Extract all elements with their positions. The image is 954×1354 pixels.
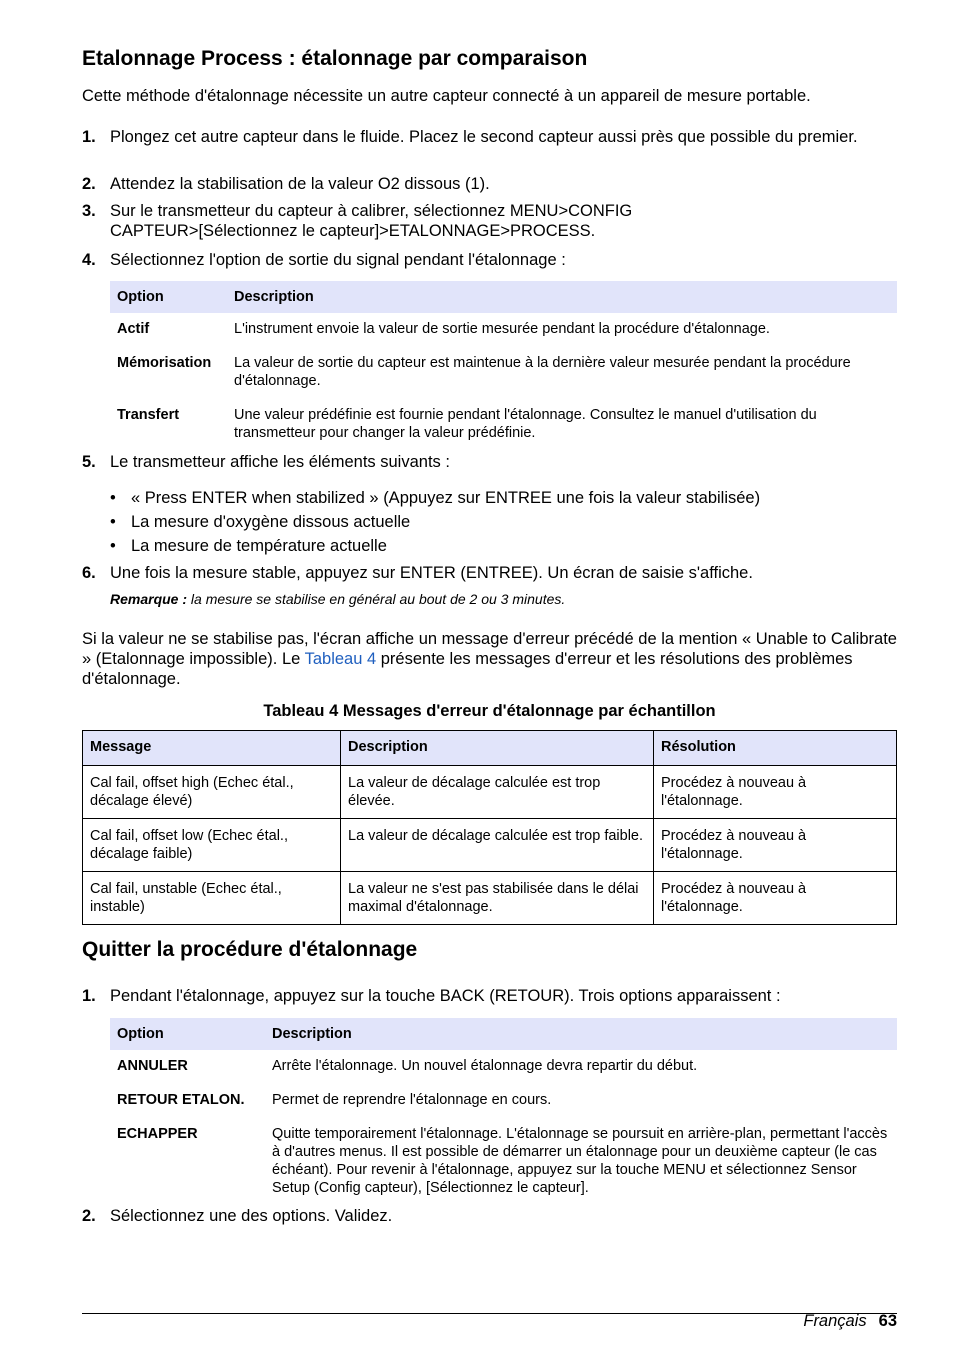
paragraph-text: présente les messages d'erreur et les résolutions des problèmes d'étalonnage.	[82, 650, 853, 688]
step-number: 1.	[82, 128, 96, 146]
table-4-link[interactable]: Tableau 4	[304, 650, 377, 668]
error-message: Cal fail, offset high (Echec étal., décalage élevé)	[83, 766, 341, 819]
page-footer	[803, 1312, 897, 1331]
step-text: Sélectionnez une des options. Validez.	[110, 1207, 393, 1225]
header-description: Description	[265, 1018, 897, 1050]
step-text: Le transmetteur affiche les éléments suivants :	[110, 453, 450, 471]
step-text: Une fois la mesure stable, appuyez sur ENTER (ENTREE). Un écran de saisie s'affiche.	[110, 564, 753, 582]
header-description: Description	[341, 731, 654, 766]
table-caption: Tableau 4 Messages d'erreur d'étalonnage par échantillon	[263, 702, 716, 720]
error-messages-table	[82, 730, 897, 925]
step-number: 6.	[82, 564, 96, 582]
error-description: La valeur de décalage calculée est trop faible.	[341, 819, 654, 872]
option-description: Arrête l'étalonnage. Un nouvel étalonnage devra repartir du début.	[272, 1058, 698, 1074]
step-number: 3.	[82, 202, 96, 220]
option-name: Mémorisation	[117, 355, 212, 371]
error-description: La valeur de décalage calculée est trop élevée.	[341, 766, 654, 819]
step-5	[82, 452, 897, 472]
table-row	[110, 1050, 897, 1084]
option-description: Une valeur prédéfinie est fournie pendant l'étalonnage. Consultez le manuel d'utilisation du transmetteur pour changer la valeur prédéfinie.	[234, 407, 817, 441]
header-resolution: Résolution	[654, 731, 897, 766]
error-message: Cal fail, offset low (Echec étal., décalage faible)	[83, 819, 341, 872]
step-4	[82, 250, 897, 270]
intro-paragraph: Cette méthode d'étalonnage nécessite un autre capteur connecté à un appareil de mesure portable.	[82, 87, 811, 105]
step-text: Plongez cet autre capteur dans le fluide. Placez le second capteur aussi près que possible du premier.	[110, 128, 858, 146]
paragraph-text: Si la valeur ne se stabilise pas, l'écran affiche un message d'erreur précédé de la mention « Unable to Calibrate » (Etalonnage impossible). Le	[82, 630, 897, 668]
list-item	[110, 512, 410, 532]
header-message: Message	[83, 731, 341, 766]
table-row	[110, 399, 897, 451]
step-3	[82, 201, 722, 241]
option-name: Actif	[117, 321, 150, 337]
error-message: Cal fail, unstable (Echec étal., instable)	[83, 872, 341, 925]
table-row	[110, 347, 897, 399]
step-text: Pendant l'étalonnage, appuyez sur la touche BACK (RETOUR). Trois options apparaissent :	[110, 987, 781, 1005]
table-header-row	[110, 1018, 897, 1050]
bullet-icon: •	[110, 489, 116, 507]
footer-divider	[82, 1313, 897, 1314]
step-number: 2.	[82, 1207, 96, 1225]
bullet-text: La mesure de température actuelle	[131, 537, 387, 555]
error-description: La valeur ne s'est pas stabilisée dans le délai maximal d'étalonnage.	[341, 872, 654, 925]
step-text: Attendez la stabilisation de la valeur O2 dissous (1).	[110, 175, 490, 193]
table-row	[83, 766, 897, 819]
error-intro-paragraph	[82, 629, 897, 689]
step-text: Sélectionnez l'option de sortie du signal pendant l'étalonnage :	[110, 251, 566, 269]
bullet-icon: •	[110, 537, 116, 555]
bullet-icon: •	[110, 513, 116, 531]
error-resolution: Procédez à nouveau à l'étalonnage.	[654, 819, 897, 872]
step-6	[82, 563, 897, 583]
header-option: Option	[110, 281, 227, 313]
table-row	[83, 872, 897, 925]
step-number: 1.	[82, 987, 96, 1005]
header-description: Description	[227, 281, 897, 313]
note-label: Remarque :	[110, 591, 188, 607]
table-row	[110, 1118, 897, 1206]
option-name: RETOUR ETALON.	[117, 1092, 245, 1108]
option-description: Quitte temporairement l'étalonnage. L'étalonnage se poursuit en arrière-plan, permettant l'accès à d'autres menus. Il est possible de démarrer un étalonnage pour un deuxième capteur (le cas échéant). Pour revenir à l'étalonnage, appuyez sur la touche MENU et sélectionnez Sensor Setup (Config capteur), [Sélectionnez le capteur].	[272, 1126, 888, 1196]
exit-step-2	[82, 1206, 897, 1226]
table-header-row	[110, 281, 897, 313]
option-name: ANNULER	[117, 1058, 188, 1074]
table-row	[83, 819, 897, 872]
step-2	[82, 174, 897, 194]
error-resolution: Procédez à nouveau à l'étalonnage.	[654, 766, 897, 819]
bullet-text: « Press ENTER when stabilized » (Appuyez sur ENTREE une fois la valeur stabilisée)	[131, 489, 761, 507]
option-description: La valeur de sortie du capteur est maintenue à la dernière valeur mesurée pendant la procédure d'étalonnage.	[234, 355, 851, 389]
bullet-text: La mesure d'oxygène dissous actuelle	[131, 513, 411, 531]
list-item	[110, 536, 387, 556]
signal-output-options-table	[110, 281, 897, 451]
section-title-process-calibration: Etalonnage Process : étalonnage par comparaison	[82, 47, 588, 70]
step-1	[82, 127, 897, 147]
exit-step-1	[82, 986, 897, 1006]
option-name: Transfert	[117, 407, 180, 423]
step-text: Sur le transmetteur du capteur à calibrer, sélectionnez MENU>CONFIG CAPTEUR>[Sélectionnez le capteur]>ETALONNAGE>PROCESS.	[110, 202, 633, 240]
table-row	[110, 313, 897, 347]
step-number: 2.	[82, 175, 96, 193]
step-number: 4.	[82, 251, 96, 269]
option-description: Permet de reprendre l'étalonnage en cours.	[272, 1092, 552, 1108]
exit-options-table	[110, 1018, 897, 1206]
section-title-exit-calibration: Quitter la procédure d'étalonnage	[82, 938, 418, 961]
step-number: 5.	[82, 453, 96, 471]
table-header-row	[83, 731, 897, 766]
option-description: L'instrument envoie la valeur de sortie mesurée pendant la procédure d'étalonnage.	[234, 321, 770, 337]
page-number: 63	[878, 1312, 897, 1330]
table-row	[110, 1084, 897, 1118]
note	[110, 591, 565, 607]
note-text: la mesure se stabilise en général au bout de 2 ou 3 minutes.	[190, 591, 566, 607]
header-option: Option	[110, 1018, 265, 1050]
error-resolution: Procédez à nouveau à l'étalonnage.	[654, 872, 897, 925]
option-name: ECHAPPER	[117, 1126, 198, 1142]
list-item	[110, 488, 760, 508]
footer-language: Français	[803, 1312, 867, 1330]
